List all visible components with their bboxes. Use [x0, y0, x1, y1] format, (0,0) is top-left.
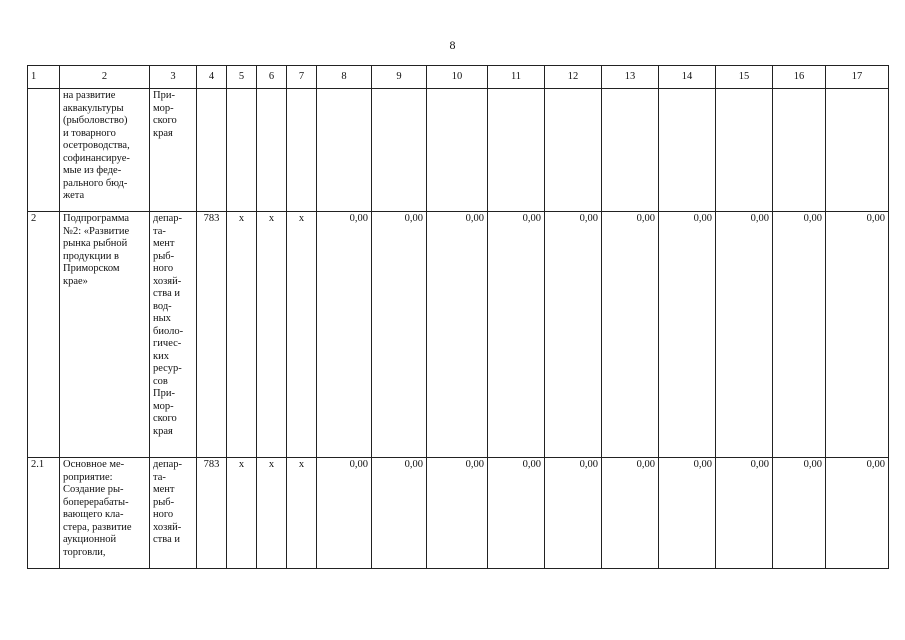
column-header: 13: [602, 66, 659, 89]
value-cell: 0,00: [372, 212, 427, 458]
value-cell: 0,00: [317, 212, 372, 458]
row-cell: х: [287, 212, 317, 458]
column-header: 16: [773, 66, 826, 89]
column-header: 17: [826, 66, 889, 89]
value-cell: 0,00: [488, 212, 545, 458]
value-cell: [372, 89, 427, 212]
row-number: 2.1: [28, 458, 60, 569]
table-row: [28, 458, 889, 569]
row-cell: [257, 89, 287, 212]
row-cell: х: [227, 212, 257, 458]
column-header: 1: [28, 66, 60, 89]
row-executor: При- мор- ского края: [150, 89, 197, 212]
column-header: 8: [317, 66, 372, 89]
row-cell: х: [257, 212, 287, 458]
column-header: 9: [372, 66, 427, 89]
row-code: 783: [197, 458, 227, 569]
table-header-row: [28, 66, 889, 89]
value-cell: [317, 89, 372, 212]
value-cell: 0,00: [427, 458, 488, 569]
column-header: 6: [257, 66, 287, 89]
row-cell: х: [227, 458, 257, 569]
column-header: 12: [545, 66, 602, 89]
value-cell: 0,00: [716, 212, 773, 458]
value-cell: [545, 89, 602, 212]
value-cell: 0,00: [716, 458, 773, 569]
row-name: Подпрограмма №2: «Развитие рынка рыбной продукции в Приморском крае»: [60, 212, 150, 458]
row-code: [197, 89, 227, 212]
row-number: 2: [28, 212, 60, 458]
row-executor: депар- та- мент рыб- ного хозяй- ства и вод- ных биоло- гичес- ких ресур- сов При- мор- ского края: [150, 212, 197, 458]
row-name: на развитие аквакультуры (рыболовство) и товарного осетроводства, софинансируе- мые из феде- рального бюд- жета: [60, 89, 150, 212]
value-cell: 0,00: [545, 458, 602, 569]
row-executor: депар- та- мент рыб- ного хозяй- ства и: [150, 458, 197, 569]
value-cell: [773, 89, 826, 212]
table-row: [28, 212, 889, 458]
value-cell: 0,00: [545, 212, 602, 458]
value-cell: 0,00: [317, 458, 372, 569]
value-cell: 0,00: [826, 458, 889, 569]
value-cell: 0,00: [659, 458, 716, 569]
row-code: 783: [197, 212, 227, 458]
column-header: 7: [287, 66, 317, 89]
value-cell: 0,00: [773, 458, 826, 569]
value-cell: 0,00: [826, 212, 889, 458]
value-cell: [826, 89, 889, 212]
column-header: 5: [227, 66, 257, 89]
value-cell: 0,00: [372, 458, 427, 569]
row-name: Основное ме- роприятие: Создание ры- боперерабаты- вающего кла- стера, развитие аукционной торговли,: [60, 458, 150, 569]
value-cell: [488, 89, 545, 212]
value-cell: [602, 89, 659, 212]
row-cell: [287, 89, 317, 212]
column-header: 10: [427, 66, 488, 89]
value-cell: [659, 89, 716, 212]
table-row: [28, 89, 889, 212]
page-number: 8: [449, 38, 456, 52]
value-cell: [427, 89, 488, 212]
row-number: [28, 89, 60, 212]
value-cell: [716, 89, 773, 212]
row-cell: х: [257, 458, 287, 569]
value-cell: 0,00: [602, 458, 659, 569]
value-cell: 0,00: [602, 212, 659, 458]
value-cell: 0,00: [488, 458, 545, 569]
column-header: 4: [197, 66, 227, 89]
program-table: [27, 65, 889, 569]
value-cell: 0,00: [773, 212, 826, 458]
row-cell: [227, 89, 257, 212]
value-cell: 0,00: [427, 212, 488, 458]
value-cell: 0,00: [659, 212, 716, 458]
column-header: 3: [150, 66, 197, 89]
column-header: 14: [659, 66, 716, 89]
column-header: 15: [716, 66, 773, 89]
column-header: 2: [60, 66, 150, 89]
column-header: 11: [488, 66, 545, 89]
row-cell: х: [287, 458, 317, 569]
